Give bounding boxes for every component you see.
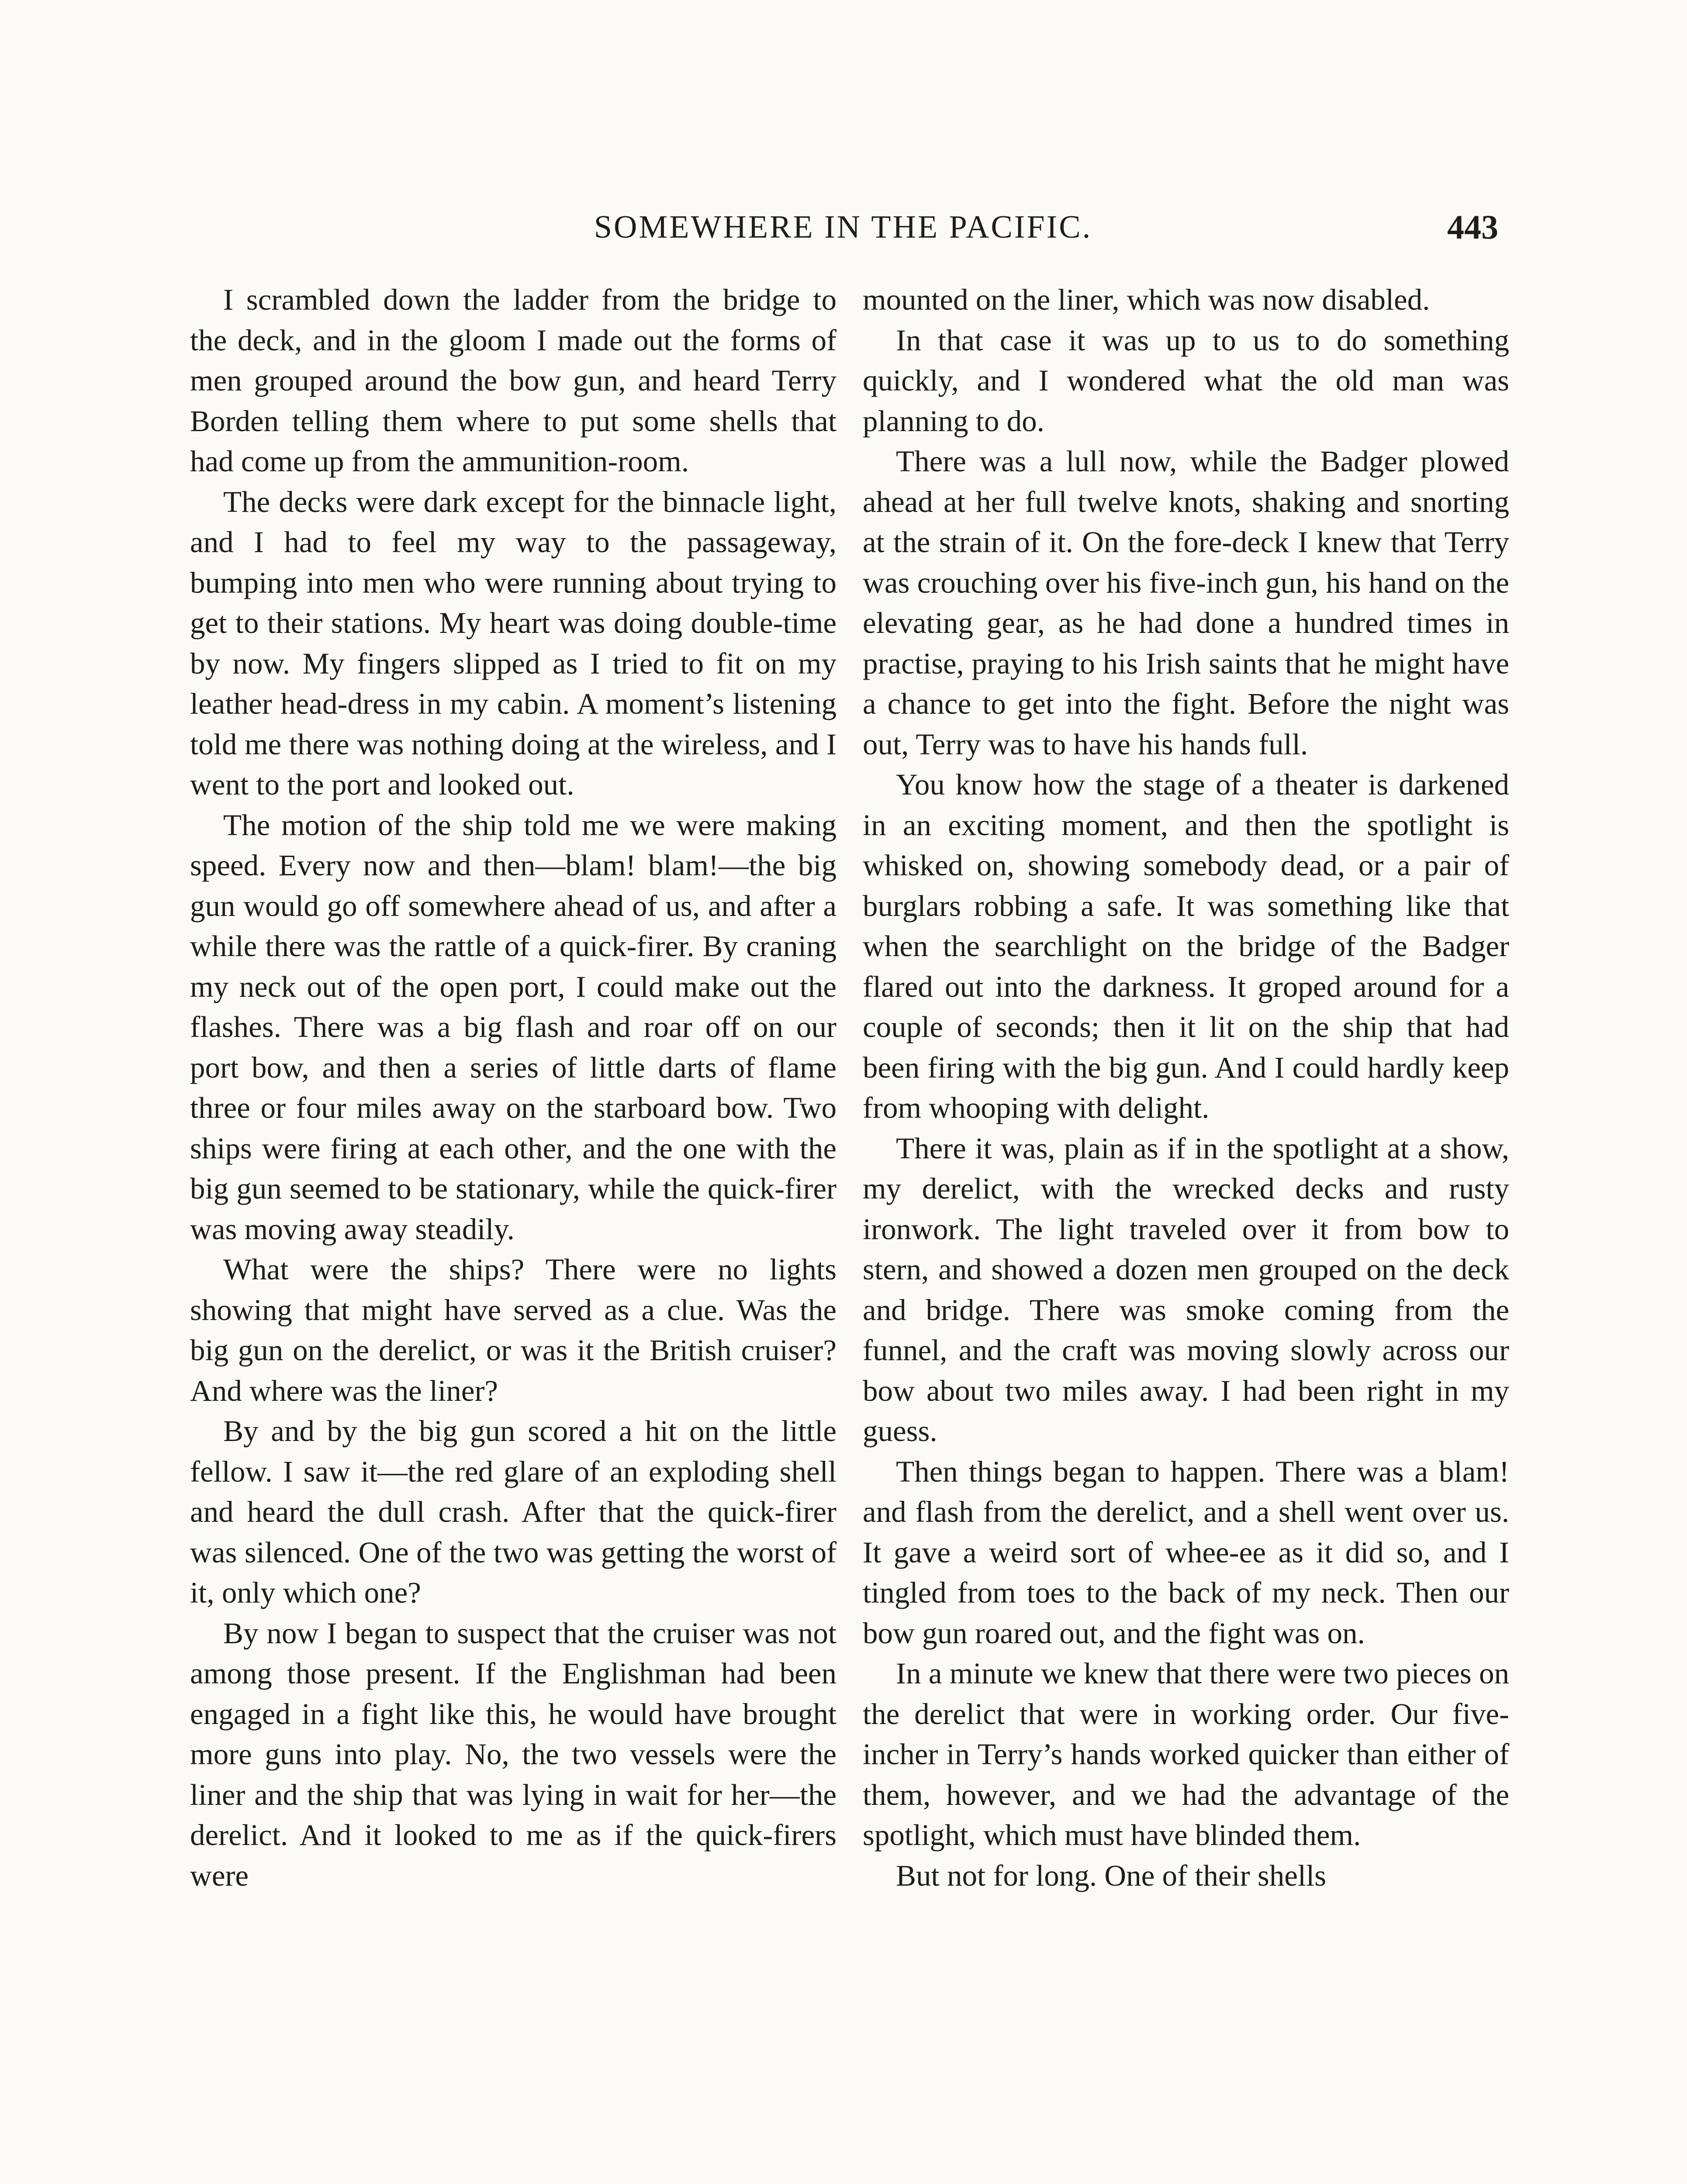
paragraph: The decks were dark except for the binnacle light, and I had to feel my way to the passageway, bumping into men who were running about trying to get to their stations. My heart was doing double-time by now. My fingers slipped as I tried to fit on my leather head-dress in my cabin. A moment’s listening told me there was nothing doing at the wireless, and I went to the port and looked out. (190, 485, 837, 801)
paragraph: But not for long. One of their shells (896, 1859, 1327, 1892)
paragraph: Then things began to happen. There was a blam! and flash from the derelict, and a shell went over us. It gave a weird sort of whee-ee as it did so, and I tingled from toes to the back of my neck. Then our bow gun roared out, and the fight was on. (863, 1455, 1509, 1650)
right-column (863, 280, 1509, 1896)
paragraph: In a minute we knew that there were two pieces on the derelict that were in working order. Our five-incher in Terry’s hands worked quicker than either of them, however, and we had the advantage of the spotlight, which must have blinded them. (863, 1657, 1509, 1852)
paragraph-continuation: mounted on the liner, which was now disabled. (863, 283, 1430, 316)
left-column (190, 280, 837, 1896)
paragraph: By now I began to suspect that the cruiser was not among those present. If the Englishman had been engaged in a fight like this, he would have brought more guns into play. No, the two vessels were the liner and the ship that was lying in wait for her—the derelict. And it looked to me as if the quick-firers were (190, 1616, 837, 1892)
paragraph: I scrambled down the ladder from the bridge to the deck, and in the gloom I made out the forms of men grouped around the bow gun, and heard Terry Borden telling them where to put some shells that had come up from the ammunition-room. (190, 283, 837, 478)
paragraph: There was a lull now, while the Badger plowed ahead at her full twelve knots, shaking and snorting at the strain of it. On the fore-deck I knew that Terry was crouching over his five-inch gun, his hand on the elevating gear, as he had done a hundred times in practise, praying to his Irish saints that he might have a chance to get into the fight. Before the night was out, Terry was to have his hands full. (863, 445, 1509, 761)
page-number: 443 (1447, 208, 1498, 246)
paragraph: There it was, plain as if in the spotlight at a show, my derelict, with the wrecked decks and rusty ironwork. The light traveled over it from bow to stern, and showed a dozen men grouped on the deck and bridge. There was smoke coming from the funnel, and the craft was moving slowly across our bow about two miles away. I had been right in my guess. (863, 1131, 1509, 1448)
paragraph: By and by the big gun scored a hit on the little fellow. I saw it—the red glare of an exploding shell and heard the dull crash. After that the quick-firer was silenced. One of the two was getting the worst of it, only which one? (190, 1414, 837, 1609)
paragraph: In that case it was up to us to do something quickly, and I wondered what the old man was planning to do. (863, 323, 1509, 438)
running-head (188, 205, 1498, 249)
paragraph: What were the ships? There were no lights showing that might have served as a clue. Was the big gun on the derelict, or was it the British cruiser? And where was the liner? (190, 1253, 837, 1407)
paragraph: You know how the stage of a theater is darkened in an exciting moment, and then the spotlight is whisked on, showing somebody dead, or a pair of burglars robbing a safe. It was something like that when the searchlight on the bridge of the Badger flared out into the darkness. It groped around for a couple of seconds; then it lit on the ship that had been firing with the big gun. And I could hardly keep from whooping with delight. (863, 768, 1509, 1124)
running-title: SOMEWHERE IN THE PACIFIC. (594, 209, 1092, 245)
paragraph: The motion of the ship told me we were making speed. Every now and then—blam! blam!—the big gun would go off somewhere ahead of us, and after a while there was the rattle of a quick-firer. By craning my neck out of the open port, I could make out the flashes. There was a big flash and roar off on our port bow, and then a series of little darts of flame three or four miles away on the starboard bow. Two ships were firing at each other, and the one with the big gun seemed to be stationary, while the quick-firer was moving away steadily. (190, 808, 837, 1246)
